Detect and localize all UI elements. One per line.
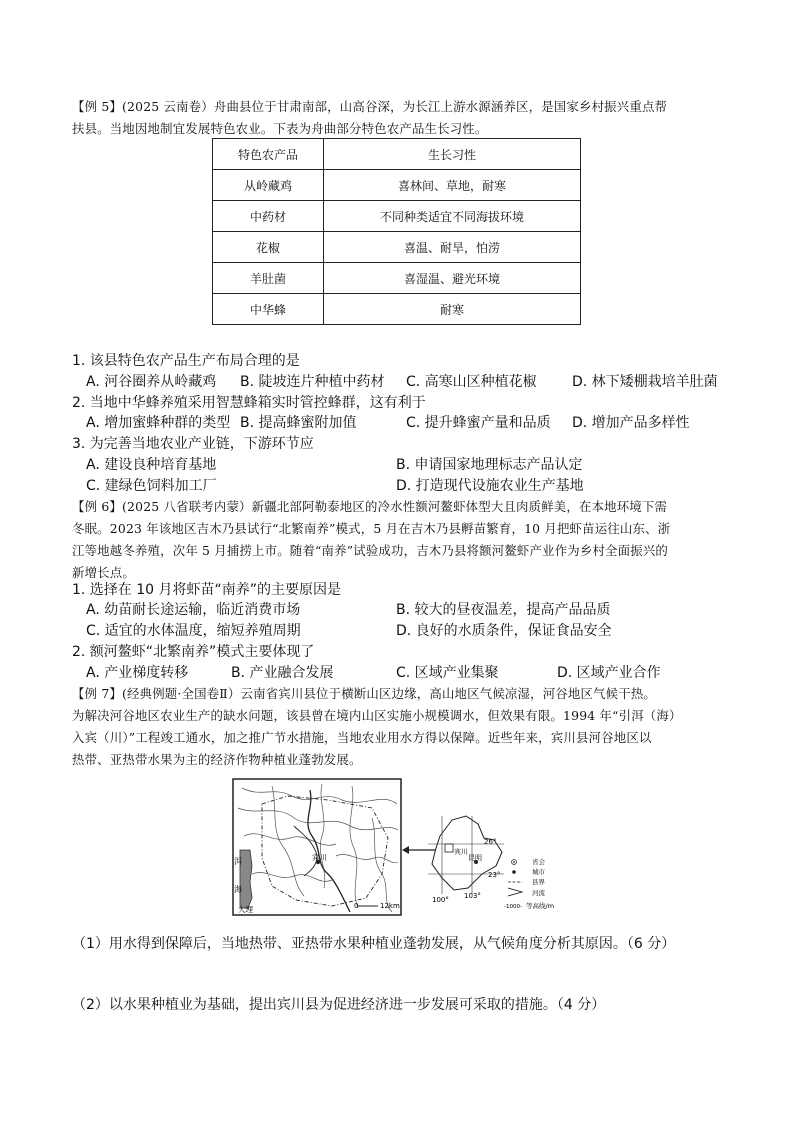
ex5-q1-option-b[interactable]: B. 陡坡连片种植中药材 bbox=[240, 374, 385, 390]
table-cell: 不同种类适宜不同海拔环境 bbox=[324, 201, 581, 232]
table-row bbox=[213, 232, 581, 263]
ex5-q3-stem: 3. 为完善当地农业产业链，下游环节应 bbox=[72, 436, 314, 452]
example6-line2: 冬眠。2023 年该地区吉木乃县试行“北繁南养”模式，5 月在吉木乃县孵苗繁育，10 月把虾苗运往山东、浙 bbox=[72, 521, 671, 536]
example6-intro bbox=[72, 496, 728, 584]
table-cell: 羊肚菌 bbox=[213, 263, 324, 294]
legend-capital-label: 省会 bbox=[532, 858, 545, 866]
ex5-q2-stem: 2. 当地中华蜂养殖采用智慧蜂箱实时管控蜂群，这有利于 bbox=[72, 395, 426, 411]
ex5-q3-option-a[interactable]: A. 建设良种培育基地 bbox=[86, 457, 217, 473]
ex5-q1-option-d[interactable]: D. 林下矮棚栽培羊肚菌 bbox=[572, 374, 718, 390]
ex5-q2-option-d[interactable]: D. 增加产品多样性 bbox=[572, 415, 690, 431]
ex5-q2-option-c[interactable]: C. 提升蜂蜜产量和品质 bbox=[406, 415, 551, 431]
table-row bbox=[213, 170, 581, 201]
ex6-q2-option-c[interactable]: C. 区域产业集聚 bbox=[396, 665, 499, 681]
table-cell: 从岭藏鸡 bbox=[213, 170, 324, 201]
ex6-q2-option-d[interactable]: D. 区域产业合作 bbox=[557, 665, 661, 681]
map-legend bbox=[504, 857, 554, 910]
example7-line2: 为解决河谷地区农业生产的缺水问题，该县曾在境内山区实施小规模调水，但效果有限。1994 年“引洱（海） bbox=[72, 708, 682, 723]
map-label-hai: 海 bbox=[234, 885, 242, 894]
ex7-subquestion-2: （2）以水果种植业为基础，提出宾川县为促进经济进一步发展可采取的措施。（4 分） bbox=[72, 997, 606, 1013]
inset-arrow-head bbox=[402, 846, 409, 854]
table-row bbox=[213, 201, 581, 232]
ex5-q2-option-a[interactable]: A. 增加蜜蜂种群的类型 bbox=[86, 415, 231, 431]
table-cell: 中华蜂 bbox=[213, 294, 324, 325]
legend-capital-symbol-dot bbox=[513, 861, 515, 863]
ex6-q1-option-c[interactable]: C. 适宜的水体温度，缩短养殖周期 bbox=[86, 623, 301, 639]
example5-intro-line2: 扶县。当地因地制宜发展特色农业。下表为舟曲部分特色农产品生长习性。 bbox=[72, 121, 488, 136]
traits-table bbox=[212, 138, 581, 325]
ex6-q1-option-a[interactable]: A. 幼苗耐长途运输，临近消费市场 bbox=[86, 602, 301, 618]
ex5-q3-option-d[interactable]: D. 打造现代设施农业生产基地 bbox=[396, 478, 584, 494]
binchuan-map-figure bbox=[232, 778, 562, 918]
table-cell: 喜湿温、避光环境 bbox=[324, 263, 581, 294]
legend-contour-label: 等高线/m bbox=[526, 902, 555, 910]
ex6-q1-option-b[interactable]: B. 较大的昼夜温差，提高产品品质 bbox=[396, 602, 611, 618]
example6-line4: 新增长点。 bbox=[72, 565, 135, 580]
table-cell: 中药材 bbox=[213, 201, 324, 232]
table-header-cell: 生长习性 bbox=[324, 139, 581, 170]
scale-zero: 0 bbox=[354, 902, 359, 910]
map-label-dali: 大理 bbox=[238, 905, 253, 914]
lat-label-26: 26° bbox=[484, 838, 497, 846]
binchuan-maps bbox=[232, 778, 562, 922]
example7-line1: 【例 7】(经典例题·全国卷Ⅱ）云南省宾川县位于横断山区边缘，高山地区气候凉湿，河谷地区气候干热。 bbox=[72, 686, 657, 701]
example7-line4: 热带、亚热带水果为主的经济作物种植业蓬勃发展。 bbox=[72, 752, 362, 767]
lat-label-23: 23° bbox=[488, 871, 501, 879]
lon-label-100: 100° bbox=[432, 896, 449, 904]
scale-label: 12km bbox=[380, 902, 400, 910]
map-label-binchuan: 宾川 bbox=[312, 853, 327, 862]
ex5-q3-option-c[interactable]: C. 建绿色饲料加工厂 bbox=[86, 478, 217, 494]
table-row bbox=[213, 263, 581, 294]
ex7-subquestion-1: （1）用水得到保障后，当地热带、亚热带水果种植业蓬勃发展，从气候角度分析其原因。（6 分） bbox=[72, 936, 676, 952]
legend-river-symbol bbox=[508, 888, 522, 896]
example6-line1: 【例 6】(2025 八省联考内蒙）新疆北部阿勒泰地区的冷水性额河鳌虾体型大且肉质鲜美，在本地环境下需 bbox=[72, 499, 668, 514]
ex6-q2-option-a[interactable]: A. 产业梯度转移 bbox=[86, 665, 189, 681]
example5-intro bbox=[72, 96, 728, 140]
ex5-q3-option-b[interactable]: B. 申请国家地理标志产品认定 bbox=[396, 457, 583, 473]
table-row bbox=[213, 294, 581, 325]
ex6-q1-option-d[interactable]: D. 良好的水质条件，保证食品安全 bbox=[396, 623, 612, 639]
lon-label-103: 103° bbox=[464, 892, 481, 900]
ex5-q1-stem: 1. 该县特色农产品生产布局合理的是 bbox=[72, 353, 300, 369]
example6-line3: 江等地越冬养殖，次年 5 月捕捞上市。随着“南养”试验成功，吉木乃县将额河鳌虾产业作为乡村全面振兴的 bbox=[72, 543, 669, 558]
table-cell: 耐寒 bbox=[324, 294, 581, 325]
legend-contour-symbol: -1000- bbox=[504, 904, 522, 910]
ex5-q1-option-a[interactable]: A. 河谷圈养从岭藏鸡 bbox=[86, 374, 217, 390]
example5-intro-line1: 【例 5】(2025 云南卷）舟曲县位于甘肃南部，山高谷深，为长江上游水源涵养区，是国家乡村振兴重点帮 bbox=[72, 99, 668, 114]
map-label-er: 洱 bbox=[234, 857, 242, 866]
table-header-cell: 特色农产品 bbox=[213, 139, 324, 170]
inset-label-kunming: 昆明 bbox=[468, 854, 482, 862]
legend-city-symbol bbox=[512, 870, 516, 874]
legend-city-label: 城市 bbox=[532, 868, 545, 876]
legend-river-label: 河流 bbox=[532, 889, 545, 897]
example7-intro bbox=[72, 683, 728, 771]
ex6-q2-stem: 2. 额河鳌虾“北繁南养”模式主要体现了 bbox=[72, 644, 315, 660]
inset-label-binchuan: 宾川 bbox=[454, 848, 468, 856]
table-cell: 喜林间、草地，耐寒 bbox=[324, 170, 581, 201]
ex6-q1-stem: 1. 选择在 10 月将虾苗“南养”的主要原因是 bbox=[72, 582, 342, 598]
ex5-q2-option-b[interactable]: B. 提高蜂蜜附加值 bbox=[240, 415, 357, 431]
table-header-row bbox=[213, 139, 581, 170]
example7-line3: 入宾（川）”工程竣工通水，加之推广节水措施，当地农业用水方得以保障。近些年来，宾川县河谷地区以 bbox=[72, 730, 652, 745]
table-cell: 花椒 bbox=[213, 232, 324, 263]
ex5-q1-option-c[interactable]: C. 高寒山区种植花椒 bbox=[406, 374, 537, 390]
ex6-q2-option-b[interactable]: B. 产业融合发展 bbox=[231, 665, 334, 681]
table-cell: 喜温、耐旱，怕涝 bbox=[324, 232, 581, 263]
legend-boundary-label: 县界 bbox=[532, 878, 545, 886]
